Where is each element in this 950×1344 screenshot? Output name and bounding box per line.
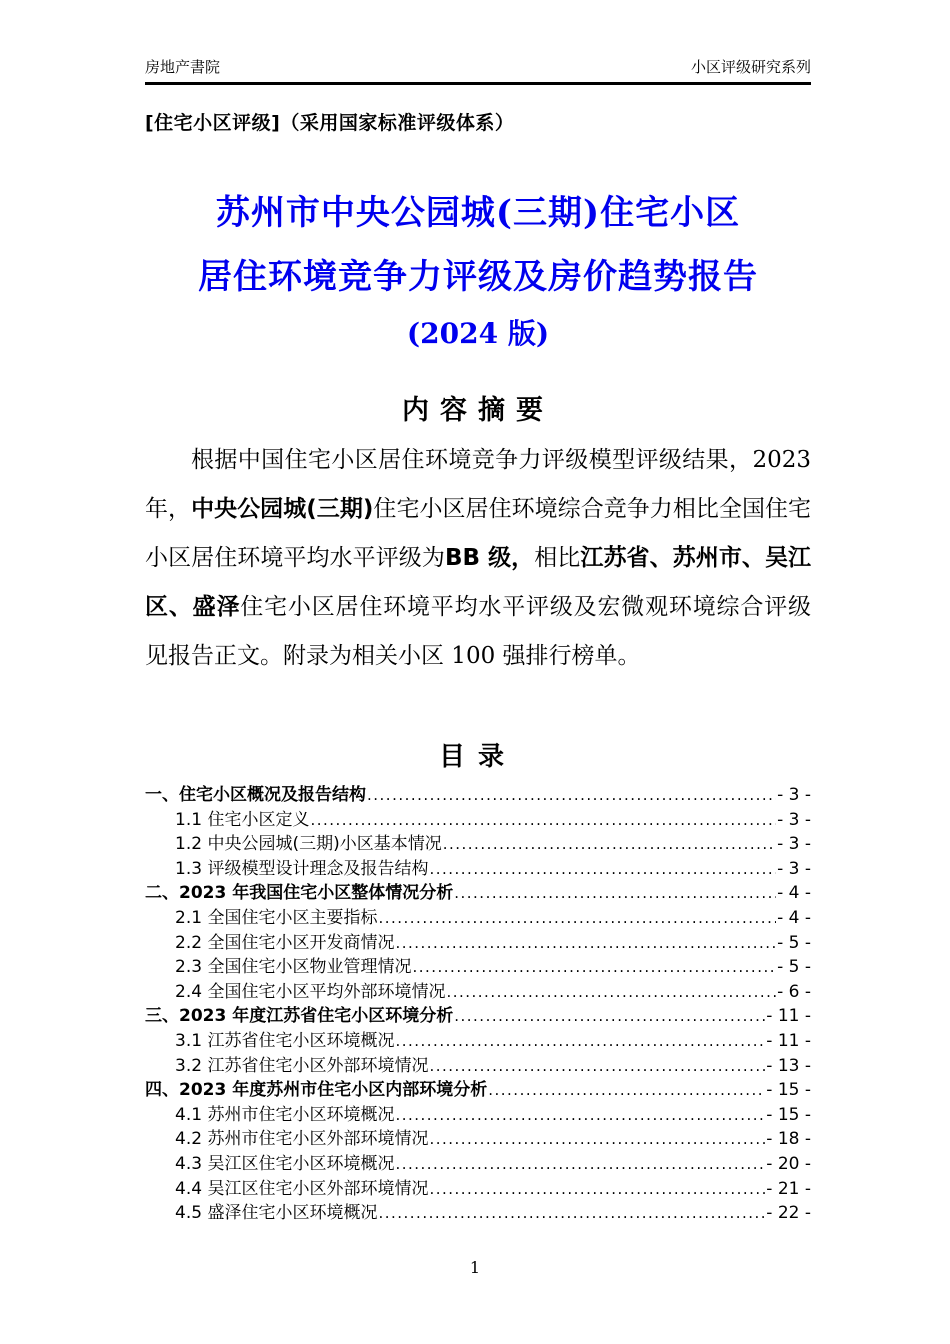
toc-dot-leader	[454, 884, 776, 902]
toc-entry-label: 3.1 江苏省住宅小区环境概况	[175, 1030, 395, 1051]
toc-entry-label: 2.3 全国住宅小区物业管理情况	[175, 957, 412, 978]
toc-entry-page: - 3 -	[777, 834, 811, 855]
toc-entry-page: - 15 -	[766, 1104, 811, 1125]
toc-entry	[145, 780, 811, 805]
toc-entry	[145, 1198, 811, 1223]
toc-entry-label: 一、住宅小区概况及报告结构	[145, 785, 366, 805]
page-number: 1	[469, 1258, 481, 1277]
report-title-edition: (2024 版)	[406, 317, 550, 350]
toc-list	[145, 780, 811, 1223]
toc-dot-leader	[367, 786, 776, 804]
toc-entry-label: 4.5 盛泽住宅小区环境概况	[175, 1203, 378, 1224]
abstract-text-bold: BB 级，	[444, 545, 535, 571]
abstract-heading: 内容摘要	[402, 395, 554, 426]
abstract-text-bold: 江苏省、苏州市、吴江区、盛泽	[145, 545, 812, 620]
toc-entry-label: 4.4 吴江区住宅小区外部环境情况	[175, 1178, 429, 1199]
abstract-paragraph	[145, 436, 811, 681]
toc-dot-leader	[446, 983, 776, 1001]
toc-dot-leader	[429, 1180, 765, 1198]
toc-entry-page: - 11 -	[766, 1030, 811, 1051]
toc-entry-label: 2.4 全国住宅小区平均外部环境情况	[175, 981, 446, 1002]
report-title-line-1: 苏州市中央公园城(三期)住宅小区	[215, 193, 741, 233]
toc-entry-label: 2.2 全国住宅小区开发商情况	[175, 932, 395, 953]
toc-entry-page: - 21 -	[766, 1178, 811, 1199]
toc-entry-page: - 22 -	[766, 1203, 811, 1224]
toc-entry	[145, 1026, 811, 1051]
toc-dot-leader	[429, 860, 776, 878]
toc-entry-label: 4.3 吴江区住宅小区环境概况	[175, 1153, 395, 1174]
toc-dot-leader	[395, 1032, 765, 1050]
toc-entry	[145, 928, 811, 953]
toc-dot-leader	[378, 1204, 765, 1222]
abstract-text-bold: 中央公园城(三期)	[191, 496, 374, 522]
toc-dot-leader	[443, 835, 776, 853]
header-left-text: 房地产書院	[145, 58, 221, 76]
report-title-block	[145, 181, 811, 354]
toc-dot-leader	[429, 1130, 765, 1148]
toc-entry	[145, 1149, 811, 1174]
toc-entry	[145, 1075, 811, 1100]
toc-entry-page: - 6 -	[777, 981, 811, 1002]
toc-entry	[145, 977, 811, 1002]
toc-entry-page: - 3 -	[777, 785, 811, 805]
toc-entry-page: - 3 -	[777, 809, 811, 830]
running-header	[145, 57, 811, 85]
toc-entry-page: - 20 -	[766, 1153, 811, 1174]
toc-entry-page: - 4 -	[777, 883, 811, 904]
toc-entry-page: - 3 -	[777, 858, 811, 879]
toc-entry-page: - 13 -	[766, 1055, 811, 1076]
toc-entry	[145, 805, 811, 830]
toc-entry-label: 1.1 住宅小区定义	[175, 809, 310, 830]
toc-entry-page: - 5 -	[777, 932, 811, 953]
toc-entry	[145, 829, 811, 854]
report-title-line-2: 居住环境竞争力评级及房价趋势报告	[198, 257, 758, 297]
toc-dot-leader	[395, 934, 776, 952]
toc-dot-leader	[488, 1081, 765, 1099]
header-right-text: 小区评级研究系列	[690, 58, 811, 76]
toc-entry-page: - 11 -	[766, 1006, 811, 1027]
toc-entry-page: - 5 -	[777, 957, 811, 978]
toc-entry-label: 2.1 全国住宅小区主要指标	[175, 907, 378, 928]
toc-entry-label: 三、2023 年度江苏省住宅小区环境分析	[145, 1006, 454, 1027]
toc-entry-label: 3.2 江苏省住宅小区外部环境情况	[175, 1055, 429, 1076]
toc-dot-leader	[395, 1155, 765, 1173]
toc-entry-page: - 4 -	[777, 907, 811, 928]
toc-heading: 目录	[438, 742, 517, 772]
abstract-text: 相比	[534, 545, 581, 571]
toc-dot-leader	[429, 1057, 765, 1075]
abstract-text: 住宅小区居住环境综合竞争力相比全国住宅小区居住环境平均水平评级为	[145, 496, 812, 571]
toc-entry-label: 4.1 苏州市住宅小区环境概况	[175, 1104, 395, 1125]
toc-entry-label: 1.3 评级模型设计理念及报告结构	[175, 858, 429, 879]
toc-entry-label: 4.2 苏州市住宅小区外部环境情况	[175, 1129, 429, 1150]
report-type-line: [住宅小区评级]（采用国家标准评级体系）	[145, 112, 515, 134]
toc-entry	[145, 854, 811, 879]
toc-entry-label: 1.2 中央公园城(三期)小区基本情况	[175, 834, 442, 855]
toc-entry	[145, 952, 811, 977]
toc-entry-label: 四、2023 年度苏州市住宅小区内部环境分析	[145, 1080, 488, 1101]
toc-dot-leader	[454, 1007, 765, 1025]
toc-entry-page: - 18 -	[766, 1129, 811, 1150]
toc-entry-page: - 15 -	[766, 1080, 811, 1101]
toc-entry	[145, 1124, 811, 1149]
toc-dot-leader	[310, 811, 776, 829]
abstract-text: 住宅小区居住环境平均水平评级及宏微观环境综合评级见报告正文。附录为相关小区 100 强排行榜单。	[145, 594, 812, 669]
toc-entry	[145, 1174, 811, 1199]
toc-entry	[145, 1100, 811, 1125]
toc-dot-leader	[412, 958, 776, 976]
toc-entry	[145, 878, 811, 903]
toc-entry-label: 二、2023 年我国住宅小区整体情况分析	[145, 883, 454, 904]
toc-entry	[145, 903, 811, 928]
toc-dot-leader	[378, 909, 776, 927]
abstract-text: 根据中国住宅小区居住环境竞争力评级模型评级结果，2023 年，	[145, 447, 811, 522]
toc-entry	[145, 1001, 811, 1026]
toc-entry	[145, 1051, 811, 1076]
toc-dot-leader	[395, 1106, 765, 1124]
